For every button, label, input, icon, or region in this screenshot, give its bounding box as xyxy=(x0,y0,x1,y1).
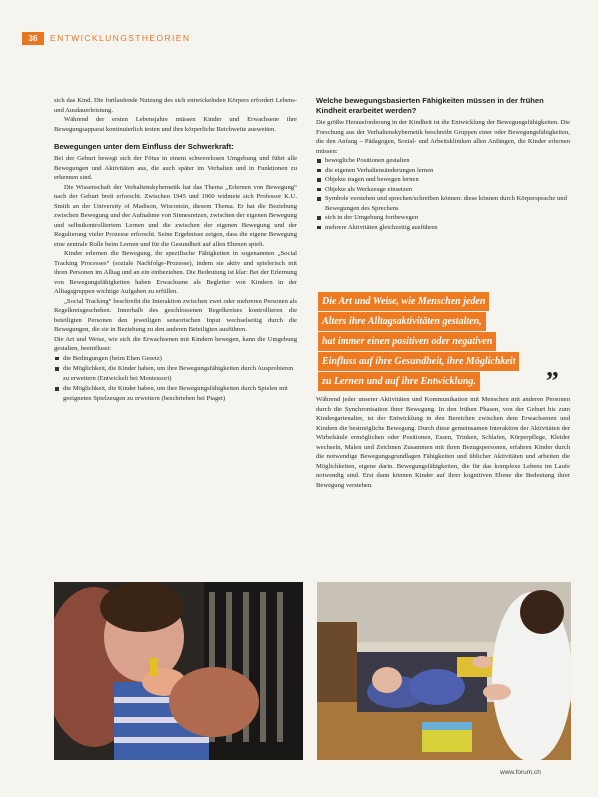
body-paragraph: Bei der Geburt bewegt sich der Fötus in einem schwerelosen Umgebung und führt alle Bewegungen und Aktivitäten aus, die auch später im Verhalten und in Funktionen zu erkennen sind. xyxy=(54,155,297,181)
pull-quote-line: Alters ihre Alltagsaktivitäten gestalten, xyxy=(318,312,486,331)
section-title: ENTWICKLUNGSTHEORIEN xyxy=(50,33,191,43)
intro-paragraph: Während der ersten Lebensjahre müssen Kinder und Erwachsene ihre Bewegungsapparat kontinuierlich testen und ihre körperliche Reichweite ausweiten. xyxy=(54,116,297,133)
child-eating-image xyxy=(54,582,303,760)
body-paragraph: Die größte Herausforderung in der Kindheit ist die Entwicklung der Bewegungsfähigkeiten. Die Forschung aus der Verhaltenskybernetik beschreibt Gruppen einer oder Bewegungsfähigkeiten, die den Anfang – Pädagogen, Sozial- und Arbeitskliniken allen Anfängen, die Kinder erlernen müssen: xyxy=(316,119,570,155)
pull-quote-line: hat immer einen positiven oder negativen xyxy=(318,332,496,351)
list-item: Symbole verstehen und sprechen/schreiben können: diese können durch Körpersprache und Bewegungen des Sprechens xyxy=(316,194,570,213)
body-paragraph: Die Art und Weise, wie sich die Erwachsenen mit Kindern bewegen, kann die Umgebung gestalten, beeinflusst: xyxy=(54,335,297,352)
pull-quote xyxy=(318,292,563,392)
right-column-lower xyxy=(316,395,570,490)
pull-quote-line: zu Lernen und auf ihre Entwicklung. xyxy=(318,372,480,391)
body-paragraph: Die Wissenschaft der Verhaltenskybernetik hat das Thema „Erlernen von Bewegung“ nach der Geburt breit erforscht. Zwischen 1945 und 1960 widmete sich Professor K.U. Smith an der University of Madison, Wisconsin, diesem Thema. Er hat die Beziehung zwischen Bewegung und der Aufnahme von Sinnesreizen, zwischen der eigenen Bewegung und selbstkontrolliertem Lernen und die zwischen der eigenen Bewegung und der Regulierung vieler Prozesse erforscht. Seine Ergebnisse zeigen, dass die eigene Bewegung eine zentrale Rolle beim Lernen und für die Gesundheit auf allen Ebenen spielt. xyxy=(54,183,297,248)
list-item: Objekte tragen und bewegen lernen xyxy=(316,175,570,185)
footer-url: www.forum.ch xyxy=(500,769,541,776)
baby-playing-image xyxy=(317,582,571,760)
child-eating-photo xyxy=(54,582,303,760)
body-paragraph: „Social Tracking“ beschreibt die Interaktion zwischen zwei oder mehreren Personen als Regelkreisgeschehen. Innerhalb des geschlossenen Regelkreises kontrollieren die beteiligten Personen den jeweiligen sensorischen Input wechselseitig durch die Bewegungen, die sie in Beziehung zu den anderen Beteiligten ausführen. xyxy=(54,297,297,333)
list-item: die Möglichkeit, die Kinder haben, um ihre Bewegungsfähigkeiten durch Ausprobieren zu erweitern (Entwickelt bei Montessori) xyxy=(54,364,297,383)
list-item: die eigenen Verhaltensänderungen lernen xyxy=(316,166,570,176)
list-item: sich in der Umgebung fortbewegen xyxy=(316,213,570,223)
intro-paragraph: sich das Kind. Die fortlaufende Nutzung des sich entwickelnden Körpers erfordert Lebens- und Ausdauerleistung. xyxy=(54,97,297,114)
baby-playing-photo xyxy=(317,582,571,760)
body-paragraph: Kinder erlernen die Bewegung, ihr spezifische Fähigkeiten in sogenannten „Social Tracking Processes“ (soziale Nachfolge-Prozesse), indem sie aktiv und spielerisch mit ihren Personen im Alltag und an ein einbeziehen. Die Bedeutung ist klar: Bei der Erlernung von Bewegungsfähigkeiten haben Erwachsene als Begleiter von Kindern in der Alltagsgruppen wichtige Aufgaben zu erfüllen. xyxy=(54,250,297,295)
section-heading: Welche bewegungsbasierten Fähigkeiten müssen in der frühen Kindheit erarbeitet werden? xyxy=(316,96,544,115)
list-item: mehrere Aktivitäten gleichzeitig ausführen xyxy=(316,223,570,233)
list-item: die Bedingungen (beim Ehen Gesetz) xyxy=(54,354,297,364)
left-column xyxy=(54,96,297,403)
bullet-list xyxy=(316,156,570,232)
list-item: Objekte als Werkzeuge einsetzen xyxy=(316,185,570,195)
pull-quote-line: Einfluss auf ihre Gesundheit, ihre Möglichkeit xyxy=(318,352,519,371)
bullet-list xyxy=(54,354,297,404)
page-number: 36 xyxy=(22,32,44,45)
section-heading: Bewegungen unter dem Einfluss der Schwerkraft: xyxy=(54,142,234,151)
pull-quote-line: Die Art und Weise, wie Menschen jeden xyxy=(318,292,489,311)
right-column xyxy=(316,96,570,232)
list-item: bewegliche Positionen gestalten xyxy=(316,156,570,166)
body-paragraph: Während jeder unserer Aktivitäten und Kommunikation mit Menschen mit anderen Personen durch die Synchronisation ihrer Bewegung. In den frühen Phasen, von der Geburt bis zum Kindergartenalter, ist der Entwicklung in den Bereichen zwischen dem Erwachsenen und Kindern die bestmögliche Bewegung. Durch diese gemeinsamen Interaktion der Aktivitäten der Wirbelsäule ermöglichen oder Positionen, Essen, Trinken, Schlafen, Körperpflege, Kleider wechseln, Malen und Zeichnen Zusammen mit ihren Bezugspersonen, erfahren Kinder durch die notwendige Bewegungsgrundlagen Fähigkeiten und üblicher Aktivitäten und arbeiten die Möglichkeiten, eigene darin. Bewegungsfähigkeiten, die für das komplexe Lebens im Laufe notwendig sind. Erst dann können Kinder auf ihrer kognitiven Ebene die Bedeutung ihrer Bewegung verstehen. xyxy=(316,396,570,489)
quote-mark-icon: „ xyxy=(546,353,559,382)
list-item: die Möglichkeit, die Kinder haben, um ihre Bewegungsfähigkeiten durch Spielen mit geeigneten Spielzeugen zu erweitern (beschrieben bei Piaget) xyxy=(54,384,297,403)
